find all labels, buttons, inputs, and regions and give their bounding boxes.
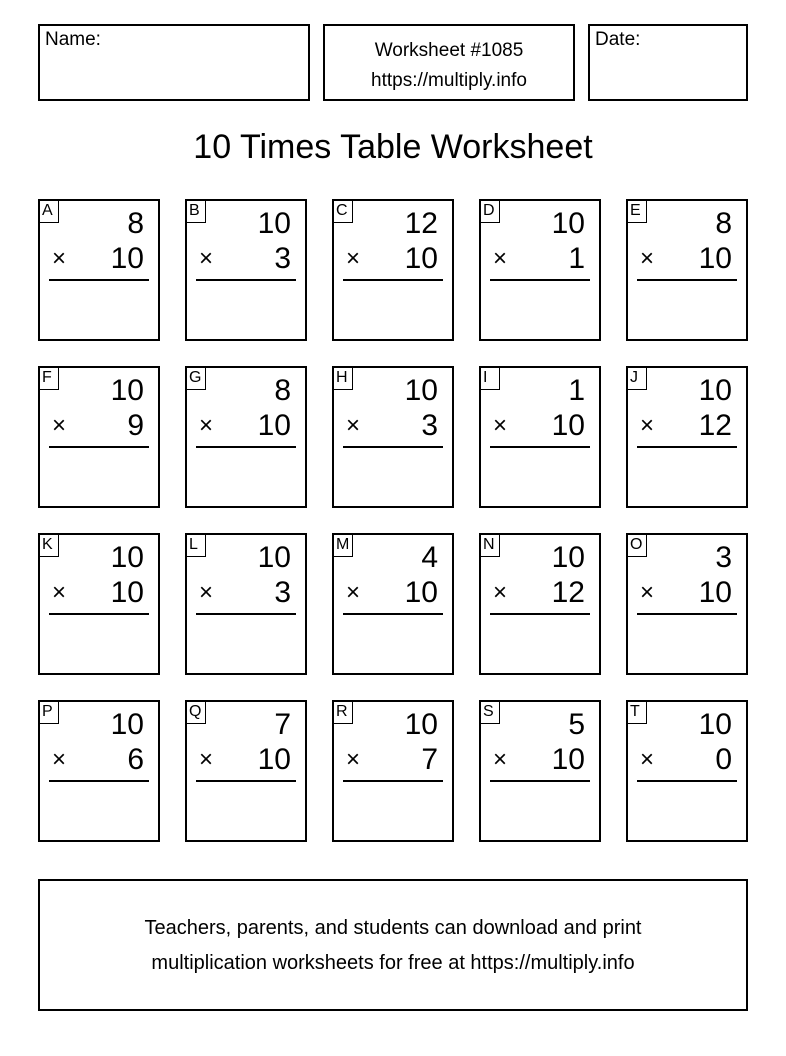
multiplier: 10 — [257, 743, 291, 776]
answer-line — [490, 613, 590, 615]
times-sign: × — [199, 579, 214, 606]
footer-box — [38, 879, 748, 1011]
footer-line-1: Teachers, parents, and students can download and print — [144, 917, 642, 939]
problem-card[interactable] — [626, 199, 748, 341]
multiplicand: 10 — [257, 207, 291, 240]
problem-letter: H — [334, 368, 353, 390]
multiplier: 10 — [404, 576, 438, 609]
times-sign: × — [493, 746, 508, 773]
problem-card[interactable] — [626, 366, 748, 508]
problem-card[interactable] — [479, 533, 601, 675]
times-sign: × — [52, 746, 67, 773]
problem-letter: M — [334, 535, 353, 557]
multiplier: 12 — [698, 409, 732, 442]
times-sign: × — [640, 412, 655, 439]
times-sign: × — [640, 746, 655, 773]
multiplicand: 8 — [127, 207, 144, 240]
problem-card[interactable] — [626, 700, 748, 842]
times-sign: × — [199, 746, 214, 773]
multiplicand: 7 — [274, 708, 291, 741]
times-sign: × — [52, 245, 67, 272]
times-sign: × — [199, 245, 214, 272]
multiplier: 3 — [421, 409, 438, 442]
page-title: 10 Times Table Worksheet — [193, 128, 593, 166]
answer-line — [49, 279, 149, 281]
multiplier: 10 — [551, 743, 585, 776]
times-sign: × — [493, 245, 508, 272]
answer-line — [343, 279, 443, 281]
multiplier: 12 — [551, 576, 585, 609]
answer-line — [196, 279, 296, 281]
date-label: Date: — [595, 29, 641, 50]
problem-letter: C — [334, 201, 353, 223]
problem-letter: B — [187, 201, 206, 223]
answer-line — [490, 446, 590, 448]
problem-card[interactable] — [185, 366, 307, 508]
problem-letter: J — [628, 368, 647, 390]
multiplicand: 10 — [404, 708, 438, 741]
answer-line — [196, 780, 296, 782]
problem-card[interactable] — [332, 366, 454, 508]
problem-letter: Q — [187, 702, 206, 724]
problem-card[interactable] — [185, 700, 307, 842]
date-field-box[interactable] — [588, 24, 748, 101]
multiplicand: 1 — [568, 374, 585, 407]
name-field-box[interactable] — [38, 24, 310, 101]
answer-line — [343, 613, 443, 615]
multiplier: 1 — [568, 242, 585, 275]
multiplicand: 5 — [568, 708, 585, 741]
times-sign: × — [346, 746, 361, 773]
multiplier: 7 — [421, 743, 438, 776]
answer-line — [343, 780, 443, 782]
multiplicand: 12 — [404, 207, 438, 240]
multiplicand: 10 — [698, 374, 732, 407]
times-sign: × — [640, 579, 655, 606]
multiplier: 3 — [274, 576, 291, 609]
answer-line — [490, 780, 590, 782]
problem-letter: A — [40, 201, 59, 223]
problem-card[interactable] — [38, 533, 160, 675]
problem-card[interactable] — [332, 199, 454, 341]
multiplier: 10 — [551, 409, 585, 442]
problem-card[interactable] — [185, 533, 307, 675]
times-sign: × — [346, 245, 361, 272]
problem-letter: N — [481, 535, 500, 557]
problem-card[interactable] — [38, 700, 160, 842]
multiplier: 3 — [274, 242, 291, 275]
multiplicand: 4 — [421, 541, 438, 574]
problem-card[interactable] — [185, 199, 307, 341]
multiplicand: 10 — [698, 708, 732, 741]
problem-card[interactable] — [626, 533, 748, 675]
multiplier: 6 — [127, 743, 144, 776]
multiplier: 0 — [715, 743, 732, 776]
answer-line — [196, 613, 296, 615]
worksheet-number: Worksheet #1085 — [374, 40, 524, 61]
times-sign: × — [493, 412, 508, 439]
problem-letter: G — [187, 368, 206, 390]
problem-letter: T — [628, 702, 647, 724]
multiplicand: 10 — [257, 541, 291, 574]
problem-card[interactable] — [38, 199, 160, 341]
multiplier: 10 — [110, 576, 144, 609]
times-sign: × — [52, 412, 67, 439]
times-sign: × — [52, 579, 67, 606]
worksheet-url: https://multiply.info — [371, 70, 527, 91]
answer-line — [343, 446, 443, 448]
problem-card[interactable] — [38, 366, 160, 508]
problem-letter: L — [187, 535, 206, 557]
times-sign: × — [346, 579, 361, 606]
worksheet-info-box — [323, 24, 575, 101]
problem-card[interactable] — [332, 533, 454, 675]
answer-line — [49, 613, 149, 615]
times-sign: × — [199, 412, 214, 439]
problem-letter: P — [40, 702, 59, 724]
multiplicand: 8 — [274, 374, 291, 407]
problem-letter: K — [40, 535, 59, 557]
multiplicand: 10 — [551, 541, 585, 574]
multiplicand: 8 — [715, 207, 732, 240]
multiplier: 10 — [698, 242, 732, 275]
multiplicand: 10 — [110, 541, 144, 574]
problem-card[interactable] — [479, 700, 601, 842]
multiplier: 10 — [110, 242, 144, 275]
multiplier: 10 — [257, 409, 291, 442]
problem-letter: S — [481, 702, 500, 724]
multiplicand: 3 — [715, 541, 732, 574]
problem-letter: R — [334, 702, 353, 724]
times-sign: × — [493, 579, 508, 606]
problem-card[interactable] — [332, 700, 454, 842]
times-sign: × — [640, 245, 655, 272]
problem-letter: O — [628, 535, 647, 557]
answer-line — [637, 446, 737, 448]
answer-line — [49, 780, 149, 782]
multiplicand: 10 — [404, 374, 438, 407]
multiplier: 9 — [127, 409, 144, 442]
answer-line — [637, 279, 737, 281]
multiplicand: 10 — [110, 708, 144, 741]
answer-line — [637, 780, 737, 782]
problem-letter: D — [481, 201, 500, 223]
footer-line-2: multiplication worksheets for free at https://multiply.info — [151, 952, 635, 974]
multiplicand: 10 — [551, 207, 585, 240]
answer-line — [196, 446, 296, 448]
answer-line — [637, 613, 737, 615]
problem-card[interactable] — [479, 199, 601, 341]
multiplicand: 10 — [110, 374, 144, 407]
answer-line — [490, 279, 590, 281]
problem-letter: E — [628, 201, 647, 223]
problem-letter: I — [481, 368, 500, 390]
problem-letter: F — [40, 368, 59, 390]
answer-line — [49, 446, 149, 448]
times-sign: × — [346, 412, 361, 439]
multiplier: 10 — [698, 576, 732, 609]
multiplier: 10 — [404, 242, 438, 275]
problem-card[interactable] — [479, 366, 601, 508]
name-label: Name: — [45, 29, 101, 50]
